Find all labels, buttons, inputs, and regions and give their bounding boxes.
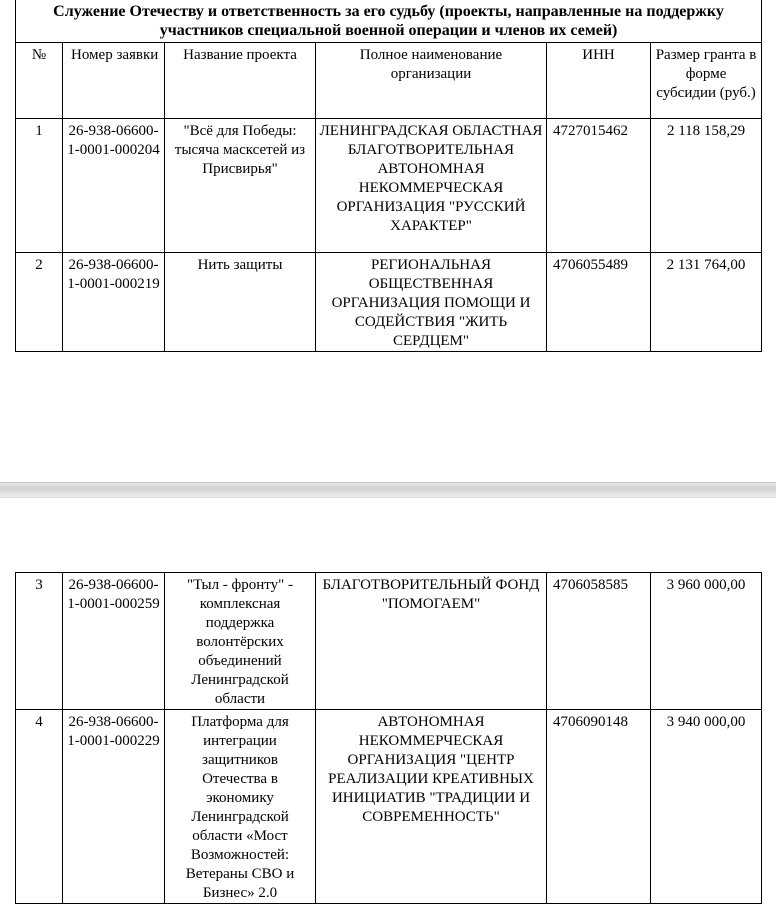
inn-value: 4706090148 — [547, 710, 651, 904]
row-number: 4 — [16, 710, 63, 904]
page-break-separator — [0, 482, 776, 498]
table-row — [16, 710, 762, 904]
row-number: 3 — [16, 573, 63, 710]
project-name: Платформа для интеграции защитников Отечества в экономику Ленинградской области «Мост Возможностей: Ветераны СВО и Бизнес» 2.0 — [165, 710, 316, 904]
organization-name: АВТОНОМНАЯ НЕКОММЕРЧЕСКАЯ ОРГАНИЗАЦИЯ "ЦЕНТР РЕАЛИЗАЦИИ КРЕАТИВНЫХ ИНИЦИАТИВ "ТРАДИЦИИ И СОВРЕМЕННОСТЬ" — [316, 710, 547, 904]
grant-amount: 3 940 000,00 — [651, 710, 762, 904]
grant-amount: 3 960 000,00 — [651, 573, 762, 710]
col-header-inn: ИНН — [547, 43, 651, 119]
inn-value: 4727015462 — [547, 119, 651, 253]
project-name: "Тыл - фронту" - комплексная поддержка волонтёрских объединений Ленинградской области — [165, 573, 316, 710]
application-number: 26-938-06600-1-0001-000259 — [63, 573, 165, 710]
grants-table-page-2 — [15, 572, 762, 904]
row-number: 1 — [16, 119, 63, 253]
row-number: 2 — [16, 253, 63, 352]
grant-amount: 2 131 764,00 — [651, 253, 762, 352]
column-header-row — [16, 43, 762, 119]
table-row — [16, 573, 762, 710]
inn-value: 4706058585 — [547, 573, 651, 710]
application-number: 26-938-06600-1-0001-000229 — [63, 710, 165, 904]
grants-table-page-1 — [15, 0, 762, 352]
section-header-row — [16, 0, 762, 43]
application-number: 26-938-06600-1-0001-000219 — [63, 253, 165, 352]
application-number: 26-938-06600-1-0001-000204 — [63, 119, 165, 253]
col-header-organization: Полное наименование организации — [316, 43, 547, 119]
table-row — [16, 253, 762, 352]
organization-name: БЛАГОТВОРИТЕЛЬНЫЙ ФОНД "ПОМОГАЕМ" — [316, 573, 547, 710]
section-title: Служение Отечеству и ответственность за его судьбу (проекты, направленные на поддержку участников специальной военной операции и членов их семей) — [16, 0, 762, 43]
organization-name: РЕГИОНАЛЬНАЯ ОБЩЕСТВЕННАЯ ОРГАНИЗАЦИЯ ПОМОЩИ И СОДЕЙСТВИЯ "ЖИТЬ СЕРДЦЕМ" — [316, 253, 547, 352]
project-name: Нить защиты — [165, 253, 316, 352]
col-header-project: Название проекта — [165, 43, 316, 119]
inn-value: 4706055489 — [547, 253, 651, 352]
col-header-no: № — [16, 43, 63, 119]
table-row — [16, 119, 762, 253]
col-header-grant: Размер гранта в форме субсидии (руб.) — [651, 43, 762, 119]
col-header-application: Номер заявки — [63, 43, 165, 119]
grant-amount: 2 118 158,29 — [651, 119, 762, 253]
project-name: "Всё для Победы: тысяча масксетей из Присвирья" — [165, 119, 316, 253]
organization-name: ЛЕНИНГРАДСКАЯ ОБЛАСТНАЯ БЛАГОТВОРИТЕЛЬНАЯ АВТОНОМНАЯ НЕКОММЕРЧЕСКАЯ ОРГАНИЗАЦИЯ "РУССКИЙ ХАРАКТЕР" — [316, 119, 547, 253]
